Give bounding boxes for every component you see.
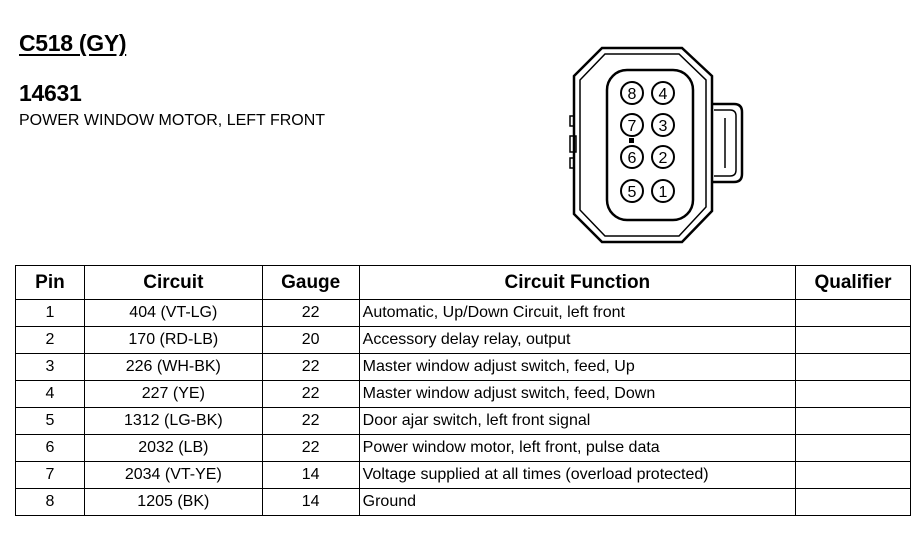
qualifier-cell — [796, 462, 911, 489]
cavity-label: 6 — [627, 150, 637, 167]
circuit-cell: 226 (WH-BK) — [84, 354, 262, 381]
qualifier-cell — [796, 300, 911, 327]
connector-inner-shell — [580, 54, 706, 236]
circuit-column-header: Circuit — [84, 266, 262, 300]
cavity-8 — [621, 82, 643, 104]
table-row — [16, 381, 911, 408]
cavity-label: 8 — [627, 86, 637, 103]
cavity-label: 3 — [658, 118, 668, 135]
gauge-cell: 22 — [262, 354, 359, 381]
cavity-4 — [652, 82, 674, 104]
table-header-row — [16, 266, 911, 300]
circuit-cell: 1312 (LG-BK) — [84, 408, 262, 435]
function-cell: Ground — [359, 489, 795, 516]
cavity-label: 2 — [658, 150, 668, 167]
connector-description: POWER WINDOW MOTOR, LEFT FRONT — [19, 112, 326, 129]
pin-cell: 1 — [16, 300, 85, 327]
function-cell: Door ajar switch, left front signal — [359, 408, 795, 435]
circuit-cell: 227 (YE) — [84, 381, 262, 408]
pin-cell: 8 — [16, 489, 85, 516]
cavity-3 — [652, 114, 674, 136]
cavity-7 — [621, 114, 643, 136]
function-column-header: Circuit Function — [359, 266, 795, 300]
circuit-cell: 2032 (LB) — [84, 435, 262, 462]
gauge-cell: 14 — [262, 462, 359, 489]
table-row — [16, 327, 911, 354]
pin-cell: 3 — [16, 354, 85, 381]
circuit-cell: 404 (VT-LG) — [84, 300, 262, 327]
cavity-2 — [652, 146, 674, 168]
pin-cell: 2 — [16, 327, 85, 354]
key-notch — [570, 158, 574, 168]
gauge-cell: 22 — [262, 381, 359, 408]
qualifier-cell — [796, 354, 911, 381]
cavity-1 — [652, 180, 674, 202]
pin-column-header: Pin — [16, 266, 85, 300]
pin-cell: 4 — [16, 381, 85, 408]
gauge-cell: 22 — [262, 435, 359, 462]
pin-cell: 5 — [16, 408, 85, 435]
qualifier-cell — [796, 381, 911, 408]
qualifier-cell — [796, 489, 911, 516]
connector-latch — [712, 104, 742, 182]
cavity-label: 5 — [627, 184, 637, 201]
qualifier-column-header: Qualifier — [796, 266, 911, 300]
connector-id: C518 (GY) — [19, 30, 127, 56]
cavity-5 — [621, 180, 643, 202]
function-cell: Voltage supplied at all times (overload protected) — [359, 462, 795, 489]
table-row — [16, 435, 911, 462]
gauge-cell: 20 — [262, 327, 359, 354]
qualifier-cell — [796, 327, 911, 354]
cavity-6 — [621, 146, 643, 168]
table-row — [16, 489, 911, 516]
pin-cell: 6 — [16, 435, 85, 462]
table-row — [16, 408, 911, 435]
circuit-cell: 2034 (VT-YE) — [84, 462, 262, 489]
cavity-label: 7 — [627, 118, 637, 135]
function-cell: Master window adjust switch, feed, Down — [359, 381, 795, 408]
qualifier-cell — [796, 435, 911, 462]
circuit-cell: 170 (RD-LB) — [84, 327, 262, 354]
table-row — [16, 462, 911, 489]
part-number: 14631 — [19, 80, 82, 106]
cavity-marker — [629, 138, 634, 143]
gauge-column-header: Gauge — [262, 266, 359, 300]
pin-table — [15, 265, 911, 516]
gauge-cell: 14 — [262, 489, 359, 516]
function-cell: Accessory delay relay, output — [359, 327, 795, 354]
gauge-cell: 22 — [262, 408, 359, 435]
gauge-cell: 22 — [262, 300, 359, 327]
table-row — [16, 300, 911, 327]
function-cell: Master window adjust switch, feed, Up — [359, 354, 795, 381]
connector-face-diagram — [562, 46, 752, 246]
key-notch — [570, 116, 574, 126]
pin-cell: 7 — [16, 462, 85, 489]
function-cell: Power window motor, left front, pulse data — [359, 435, 795, 462]
circuit-cell: 1205 (BK) — [84, 489, 262, 516]
qualifier-cell — [796, 408, 911, 435]
cavity-label: 1 — [658, 184, 668, 201]
cavity-label: 4 — [658, 86, 668, 103]
connector-outer-shell — [574, 48, 712, 242]
table-row — [16, 354, 911, 381]
function-cell: Automatic, Up/Down Circuit, left front — [359, 300, 795, 327]
cavity-housing — [607, 70, 693, 220]
